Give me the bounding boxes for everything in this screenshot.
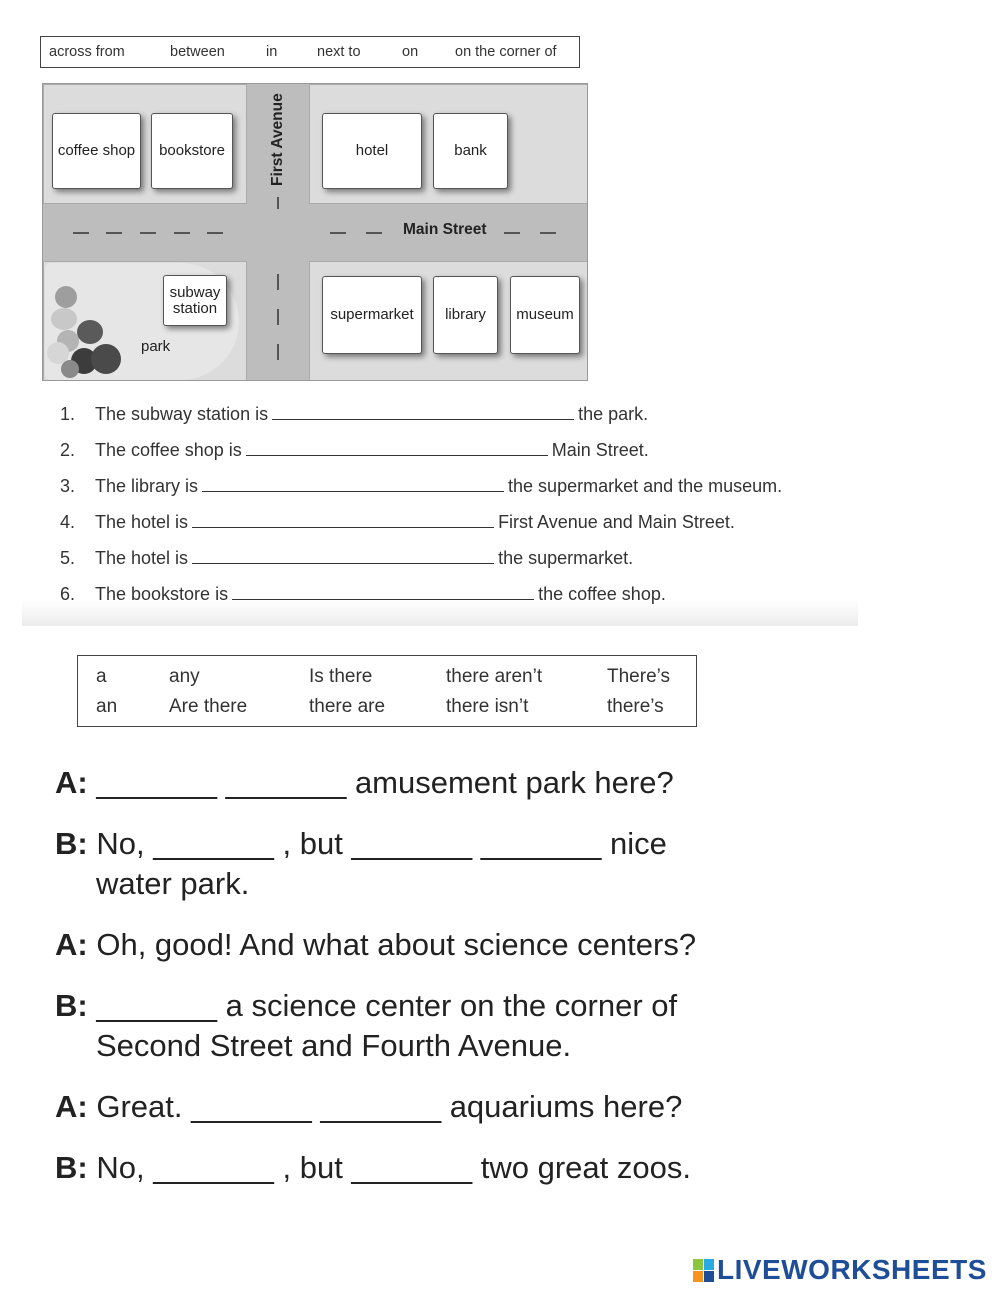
subway-station-building [163,275,227,326]
dialogue-line-4-continued: Second Street and Fourth Avenue. [96,1028,572,1063]
word-bank-item: there aren’t [446,666,543,687]
sentence-2: 2. The coffee shop is Main Street. [60,440,649,460]
word-bank-item: any [169,666,200,687]
dialogue-text: Oh, good! And what about science centers? [96,927,697,962]
dialogue-line-1 [55,765,674,801]
dialogue-line-4 [55,988,677,1024]
dialogue-text: Great. _______ _______ aquariums here? [96,1089,683,1124]
word-bank-item: in [266,44,278,60]
street-map [42,83,588,381]
dialogue-line-2 [55,826,667,862]
sentence-1: 1. The subway station is the park. [60,404,649,424]
word-bank-item: on the corner of [455,44,557,60]
dialogue-text: No, _______ , but _______ _______ nice [96,826,667,861]
subway-station-label-line1: subway [169,283,221,301]
coffee-shop-building: coffee shop [52,113,141,189]
flower-icon [77,320,103,344]
word-bank-there-is [77,655,697,727]
flower-icon [55,286,77,308]
bank-building: bank [433,113,508,189]
dialogue-text: _______ _______ amusement park here? [96,765,674,800]
liveworksheets-logo [693,1254,987,1286]
sentence-5: 5. The hotel is the supermarket. [60,548,634,568]
answer-blank[interactable] [202,475,504,492]
sentence-6: 6. The bookstore is the coffee shop. [60,584,666,604]
speaker-label: B: [55,1150,88,1185]
museum-building: museum [510,276,580,354]
answer-blank[interactable] [192,547,494,564]
logo-text: LIVEWORKSHEETS [717,1254,987,1285]
bookstore-building: bookstore [151,113,233,189]
answer-blank[interactable] [192,511,494,528]
dialogue-line-6 [55,1150,691,1186]
first-avenue-label: First Avenue [269,93,286,186]
hotel-building: hotel [322,113,422,189]
word-bank-item: next to [317,44,361,60]
word-bank-prepositions [40,36,580,68]
speaker-label: B: [55,826,88,861]
sentence-4: 4. The hotel is First Avenue and Main Street. [60,512,735,532]
word-bank-item: there’s [607,696,664,717]
answer-blank[interactable] [246,439,548,456]
subway-station-label-line2: station [172,299,218,317]
flower-icon [51,308,77,330]
speaker-label: A: [55,927,88,962]
word-bank-item: Are there [169,696,248,717]
word-bank-item: There’s [607,666,671,687]
dialogue-text: _______ a science center on the corner of [96,988,678,1023]
logo-mark-icon [693,1259,714,1282]
main-street-label: Main Street [403,221,487,238]
speaker-label: A: [55,765,88,800]
library-building: library [433,276,498,354]
supermarket-building: supermarket [322,276,422,354]
word-bank-item: there are [309,696,386,717]
sentence-3: 3. The library is the supermarket and the museum. [60,476,783,496]
dialogue-text: No, _______ , but _______ two great zoos. [96,1150,691,1185]
word-bank-item: a [96,666,107,687]
dialogue-line-5 [55,1089,682,1125]
word-bank-item: an [96,696,118,717]
dialogue-line-2-continued: water park. [96,866,250,901]
flower-icon [91,344,121,374]
flower-icon [61,360,79,378]
dialogue-line-3 [55,927,696,963]
speaker-label: B: [55,988,88,1023]
answer-blank[interactable] [232,583,534,600]
park-label: park [141,338,171,355]
word-bank-item: across from [49,44,125,60]
speaker-label: A: [55,1089,88,1124]
word-bank-item: Is there [309,666,373,687]
word-bank-item: there isn’t [446,696,529,717]
word-bank-item: between [170,44,225,60]
answer-blank[interactable] [272,403,574,420]
word-bank-item: on [402,44,419,60]
